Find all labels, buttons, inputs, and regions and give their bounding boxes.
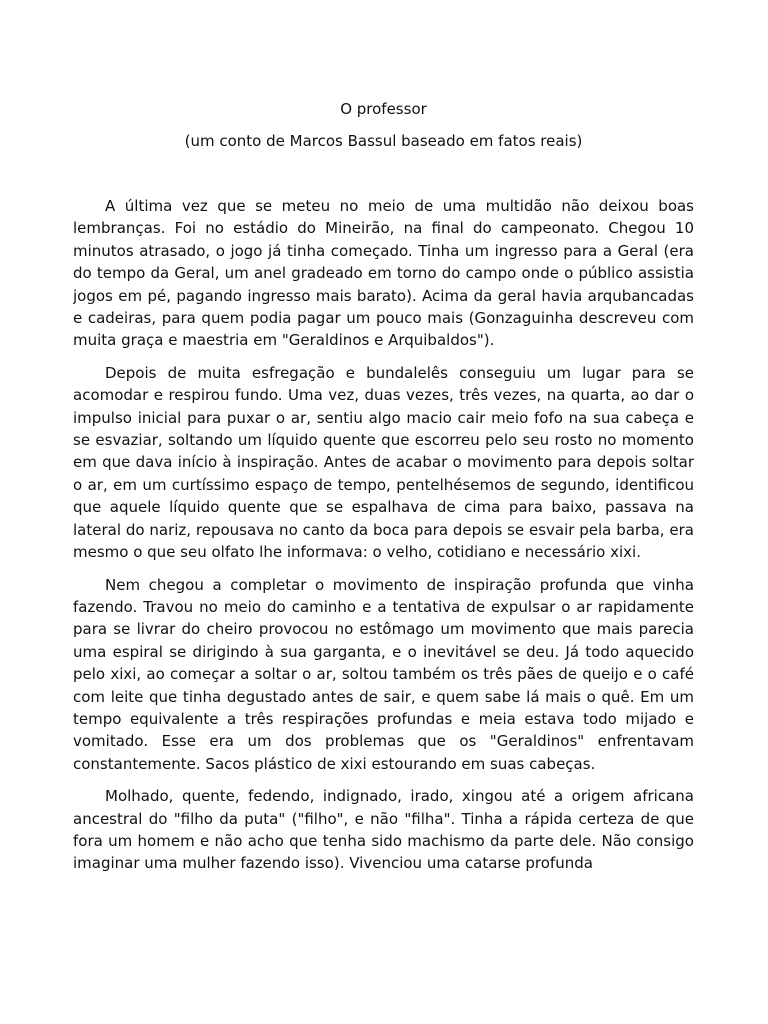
- paragraph-2: Depois de muita esfregação e bundalelês conseguiu um lugar para se acomodar e respirou fundo. Uma vez, duas vezes, três vezes, na quarta, ao dar o impulso inicial para puxar o ar, sentiu algo macio cair meio fofo na sua cabeça e se esvaziar, soltando um líquido quente que escorreu pelo seu rosto no momento em que dava início à inspiração. Antes de acabar o movimento para depois soltar o ar, em um curtíssimo espaço de tempo, pentelhésemos de segundo, identificou que aquele líquido quente que se espalhava de cima para baixo, passava na lateral do nariz, repousava no canto da boca para depois se esvair pela barba, era mesmo o que seu olfato lhe informava: o velho, cotidiano e necessário xixi.: [73, 363, 694, 562]
- paragraph-1: A última vez que se meteu no meio de uma multidão não deixou boas lembranças. Foi no estádio do Mineirão, na final do campeonato. Chegou 10 minutos atrasado, o jogo já tinha começado. Tinha um ingresso para a Geral (era do tempo da Geral, um anel gradeado em torno do campo onde o público assistia jogos em pé, pagando ingresso mais barato). Acima da geral havia arqubancadas e cadeiras, para quem podia pagar um pouco mais (Gonzaguinha descreveu com muita graça e maestria em "Geraldinos e Arquibaldos").: [73, 197, 694, 350]
- document-title: O professor: [340, 100, 427, 118]
- paragraph-3: Nem chegou a completar o movimento de inspiração profunda que vinha fazendo. Travou no meio do caminho e a tentativa de expulsar o ar rapidamente para se livrar do cheiro provocou no estômago um movimento que mais parecia uma espiral se dirigindo à sua garganta, e o inevitável se deu. Já todo aquecido pelo xixi, ao começar a soltar o ar, soltou também os três pães de queijo e o café com leite que tinha degustado antes de sair, e quem sabe lá mais o quê. Em um tempo equivalente a três respirações profundas e meia estava todo mijado e vomitado. Esse era um dos problemas que os "Geraldinos" enfrentavam constantemente. Sacos plástico de xixi estourando em suas cabeças.: [73, 575, 694, 773]
- document-body: [73, 195, 694, 875]
- paragraph-4: Molhado, quente, fedendo, indignado, irado, xingou até a origem africana ancestral do "filho da puta" ("filho", e não "filha". Tinha a rápida certeza de que fora um homem e não acho que tenha sido machismo da parte dele. Não consigo imaginar uma mulher fazendo isso). Vivenciou uma catarse profunda: [73, 787, 694, 873]
- document-subtitle: (um conto de Marcos Bassul baseado em fatos reais): [184, 132, 583, 150]
- document-page: [73, 98, 694, 1008]
